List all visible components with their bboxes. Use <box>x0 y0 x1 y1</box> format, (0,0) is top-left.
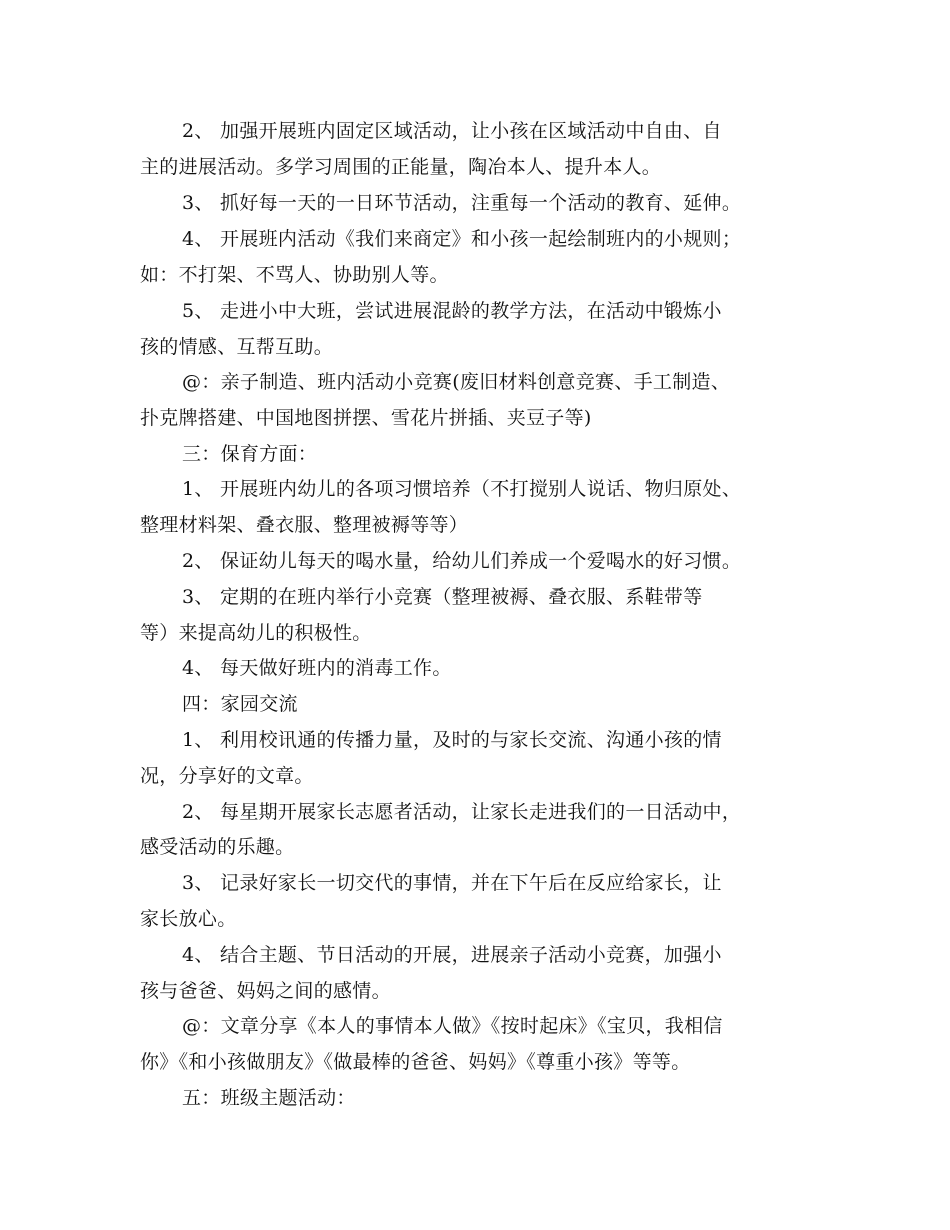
care-item-2-line-1: 2、 保证幼儿每天的喝水量，给幼儿们养成一个爱喝水的好习惯。 <box>182 550 742 572</box>
section-heading-themes: 五：班级主题活动： <box>182 1087 356 1109</box>
note-articles-line-2: 你》《和小孩做朋友》《做最棒的爸爸、妈妈》《尊重小孩》等等。 <box>140 1051 691 1073</box>
home-item-4-line-2: 孩与爸爸、妈妈之间的感情。 <box>140 980 391 1002</box>
home-item-4-line-1: 4、 结合主题、节日活动的开展，进展亲子活动小竞赛，加强小 <box>182 944 722 966</box>
paragraph-5-line-2: 孩的情感、互帮互助。 <box>140 336 334 358</box>
care-item-1-line-1: 1、 开展班内幼儿的各项习惯培养（不打搅别人说话、物归原处、 <box>182 478 742 500</box>
home-item-2-line-1: 2、 每星期开展家长志愿者活动，让家长走进我们的一日活动中， <box>182 801 742 823</box>
care-item-3-line-1: 3、 定期的在班内举行小竞赛（整理被褥、叠衣服、系鞋带等 <box>182 586 703 608</box>
section-heading-home-school: 四：家园交流 <box>182 693 298 715</box>
care-item-4-line-1: 4、 每天做好班内的消毒工作。 <box>182 657 452 679</box>
paragraph-2-line-2: 主的进展活动。多学习周围的正能量，陶冶本人、提升本人。 <box>140 156 662 178</box>
paragraph-5-line-1: 5、 走进小中大班，尝试进展混龄的教学方法，在活动中锻炼小 <box>182 300 722 322</box>
note-articles-line-1: @：文章分享《本人的事情本人做》《按时起床》《宝贝，我相信 <box>182 1015 723 1037</box>
home-item-3-line-1: 3、 记录好家长一切交代的事情，并在下午后在反应给家长，让 <box>182 872 722 894</box>
paragraph-4-line-2: 如：不打架、不骂人、协助别人等。 <box>140 264 449 286</box>
home-item-1-line-1: 1、 利用校讯通的传播力量，及时的与家长交流、沟通小孩的情 <box>182 729 722 751</box>
paragraph-4-line-1: 4、 开展班内活动《我们来商定》和小孩一起绘制班内的小规则； <box>182 228 742 250</box>
note-activities-line-2: 扑克牌搭建、中国地图拼摆、雪花片拼插、夹豆子等) <box>140 407 592 429</box>
section-heading-care: 三：保育方面： <box>182 443 318 465</box>
paragraph-3-line-1: 3、 抓好每一天的一日环节活动，注重每一个活动的教育、延伸。 <box>182 192 742 214</box>
home-item-3-line-2: 家长放心。 <box>140 908 237 930</box>
home-item-1-line-2: 况，分享好的文章。 <box>140 765 314 787</box>
care-item-3-line-2: 等）来提高幼儿的积极性。 <box>140 622 372 644</box>
paragraph-2-line-1: 2、 加强开展班内固定区域活动，让小孩在区域活动中自由、自 <box>182 120 722 142</box>
home-item-2-line-2: 感受活动的乐趣。 <box>140 836 295 858</box>
care-item-1-line-2: 整理材料架、叠衣服、整理被褥等等） <box>140 514 469 536</box>
note-activities-line-1: @：亲子制造、班内活动小竞赛(废旧材料创意竞赛、手工制造、 <box>182 371 731 393</box>
